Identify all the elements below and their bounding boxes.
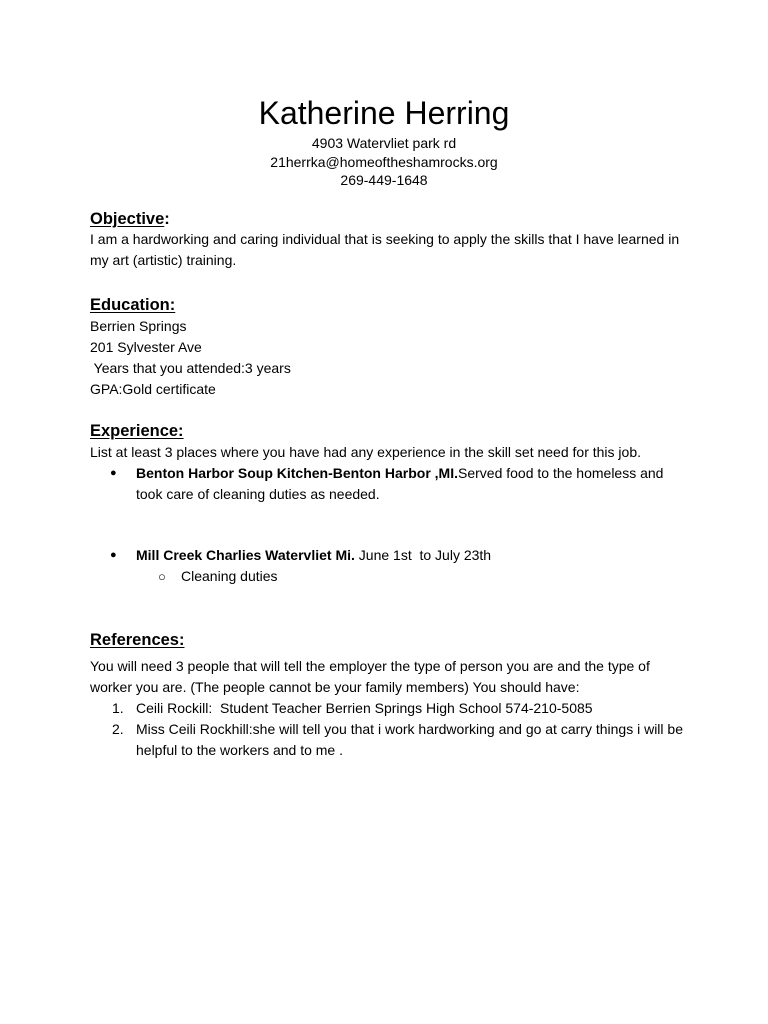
education-section <box>90 294 690 400</box>
experience-section <box>90 420 690 587</box>
email: 21herrka@homeoftheshamrocks.org <box>270 153 498 170</box>
resume-header <box>0 92 768 190</box>
experience-item-text: Served food to the homeless and took care of cleaning duties as needed. <box>136 465 664 502</box>
references-heading <box>90 629 690 651</box>
education-years: Years that you attended:3 years <box>90 360 291 376</box>
bullet-icon: ● <box>110 467 117 479</box>
reference-item <box>90 719 690 761</box>
experience-intro: List at least 3 places where you have had any experience in the skill set need for this job. <box>90 444 641 460</box>
candidate-name: Katherine Herring <box>258 95 510 131</box>
experience-item <box>90 463 690 505</box>
phone: 269-449-1648 <box>340 172 428 188</box>
education-heading <box>90 294 690 316</box>
objective-text: I am a hardworking and caring individual that is seeking to apply the skills that I have learned in my art (artistic) training. <box>90 231 680 268</box>
experience-heading-text: Experience: <box>90 422 184 440</box>
reference-item <box>90 698 690 719</box>
address: 4903 Watervliet park rd <box>311 135 457 151</box>
education-heading-text: Education: <box>90 296 176 314</box>
experience-sub-item-text: Cleaning duties <box>181 568 278 584</box>
experience-sub-item <box>90 566 690 587</box>
hollow-bullet-icon: ○ <box>158 569 166 584</box>
objective-section <box>90 208 690 271</box>
education-school: Berrien Springs <box>90 318 187 334</box>
education-gpa: GPA:Gold certificate <box>90 381 216 397</box>
objective-heading <box>90 208 690 230</box>
reference-number: 1. <box>112 700 124 716</box>
bullet-icon: ● <box>110 549 117 561</box>
spacer <box>90 505 690 545</box>
education-address: 201 Sylvester Ave <box>90 339 202 355</box>
references-section <box>90 629 690 761</box>
experience-item <box>90 545 690 566</box>
experience-item-title: Benton Harbor Soup Kitchen-Benton Harbor ,MI. <box>136 465 458 481</box>
experience-item-text: June 1st to July 23th <box>354 547 492 563</box>
references-intro: You will need 3 people that will tell the employer the type of person you are and the type of worker you are. (The people cannot be your family members) You should have: <box>90 658 650 695</box>
experience-item-title: Mill Creek Charlies Watervliet Mi. <box>136 547 355 563</box>
references-heading-text: References: <box>90 631 185 649</box>
experience-heading <box>90 420 690 442</box>
reference-text: Miss Ceili Rockhill:she will tell you that i work hardworking and go at carry things i will be helpful to the workers and to me . <box>136 721 683 758</box>
objective-heading-text: Objective <box>90 210 165 228</box>
reference-number: 2. <box>112 721 124 737</box>
reference-text: Ceili Rockill: Student Teacher Berrien Springs High School 574-210-5085 <box>136 700 593 716</box>
objective-heading-colon: : <box>164 210 170 228</box>
